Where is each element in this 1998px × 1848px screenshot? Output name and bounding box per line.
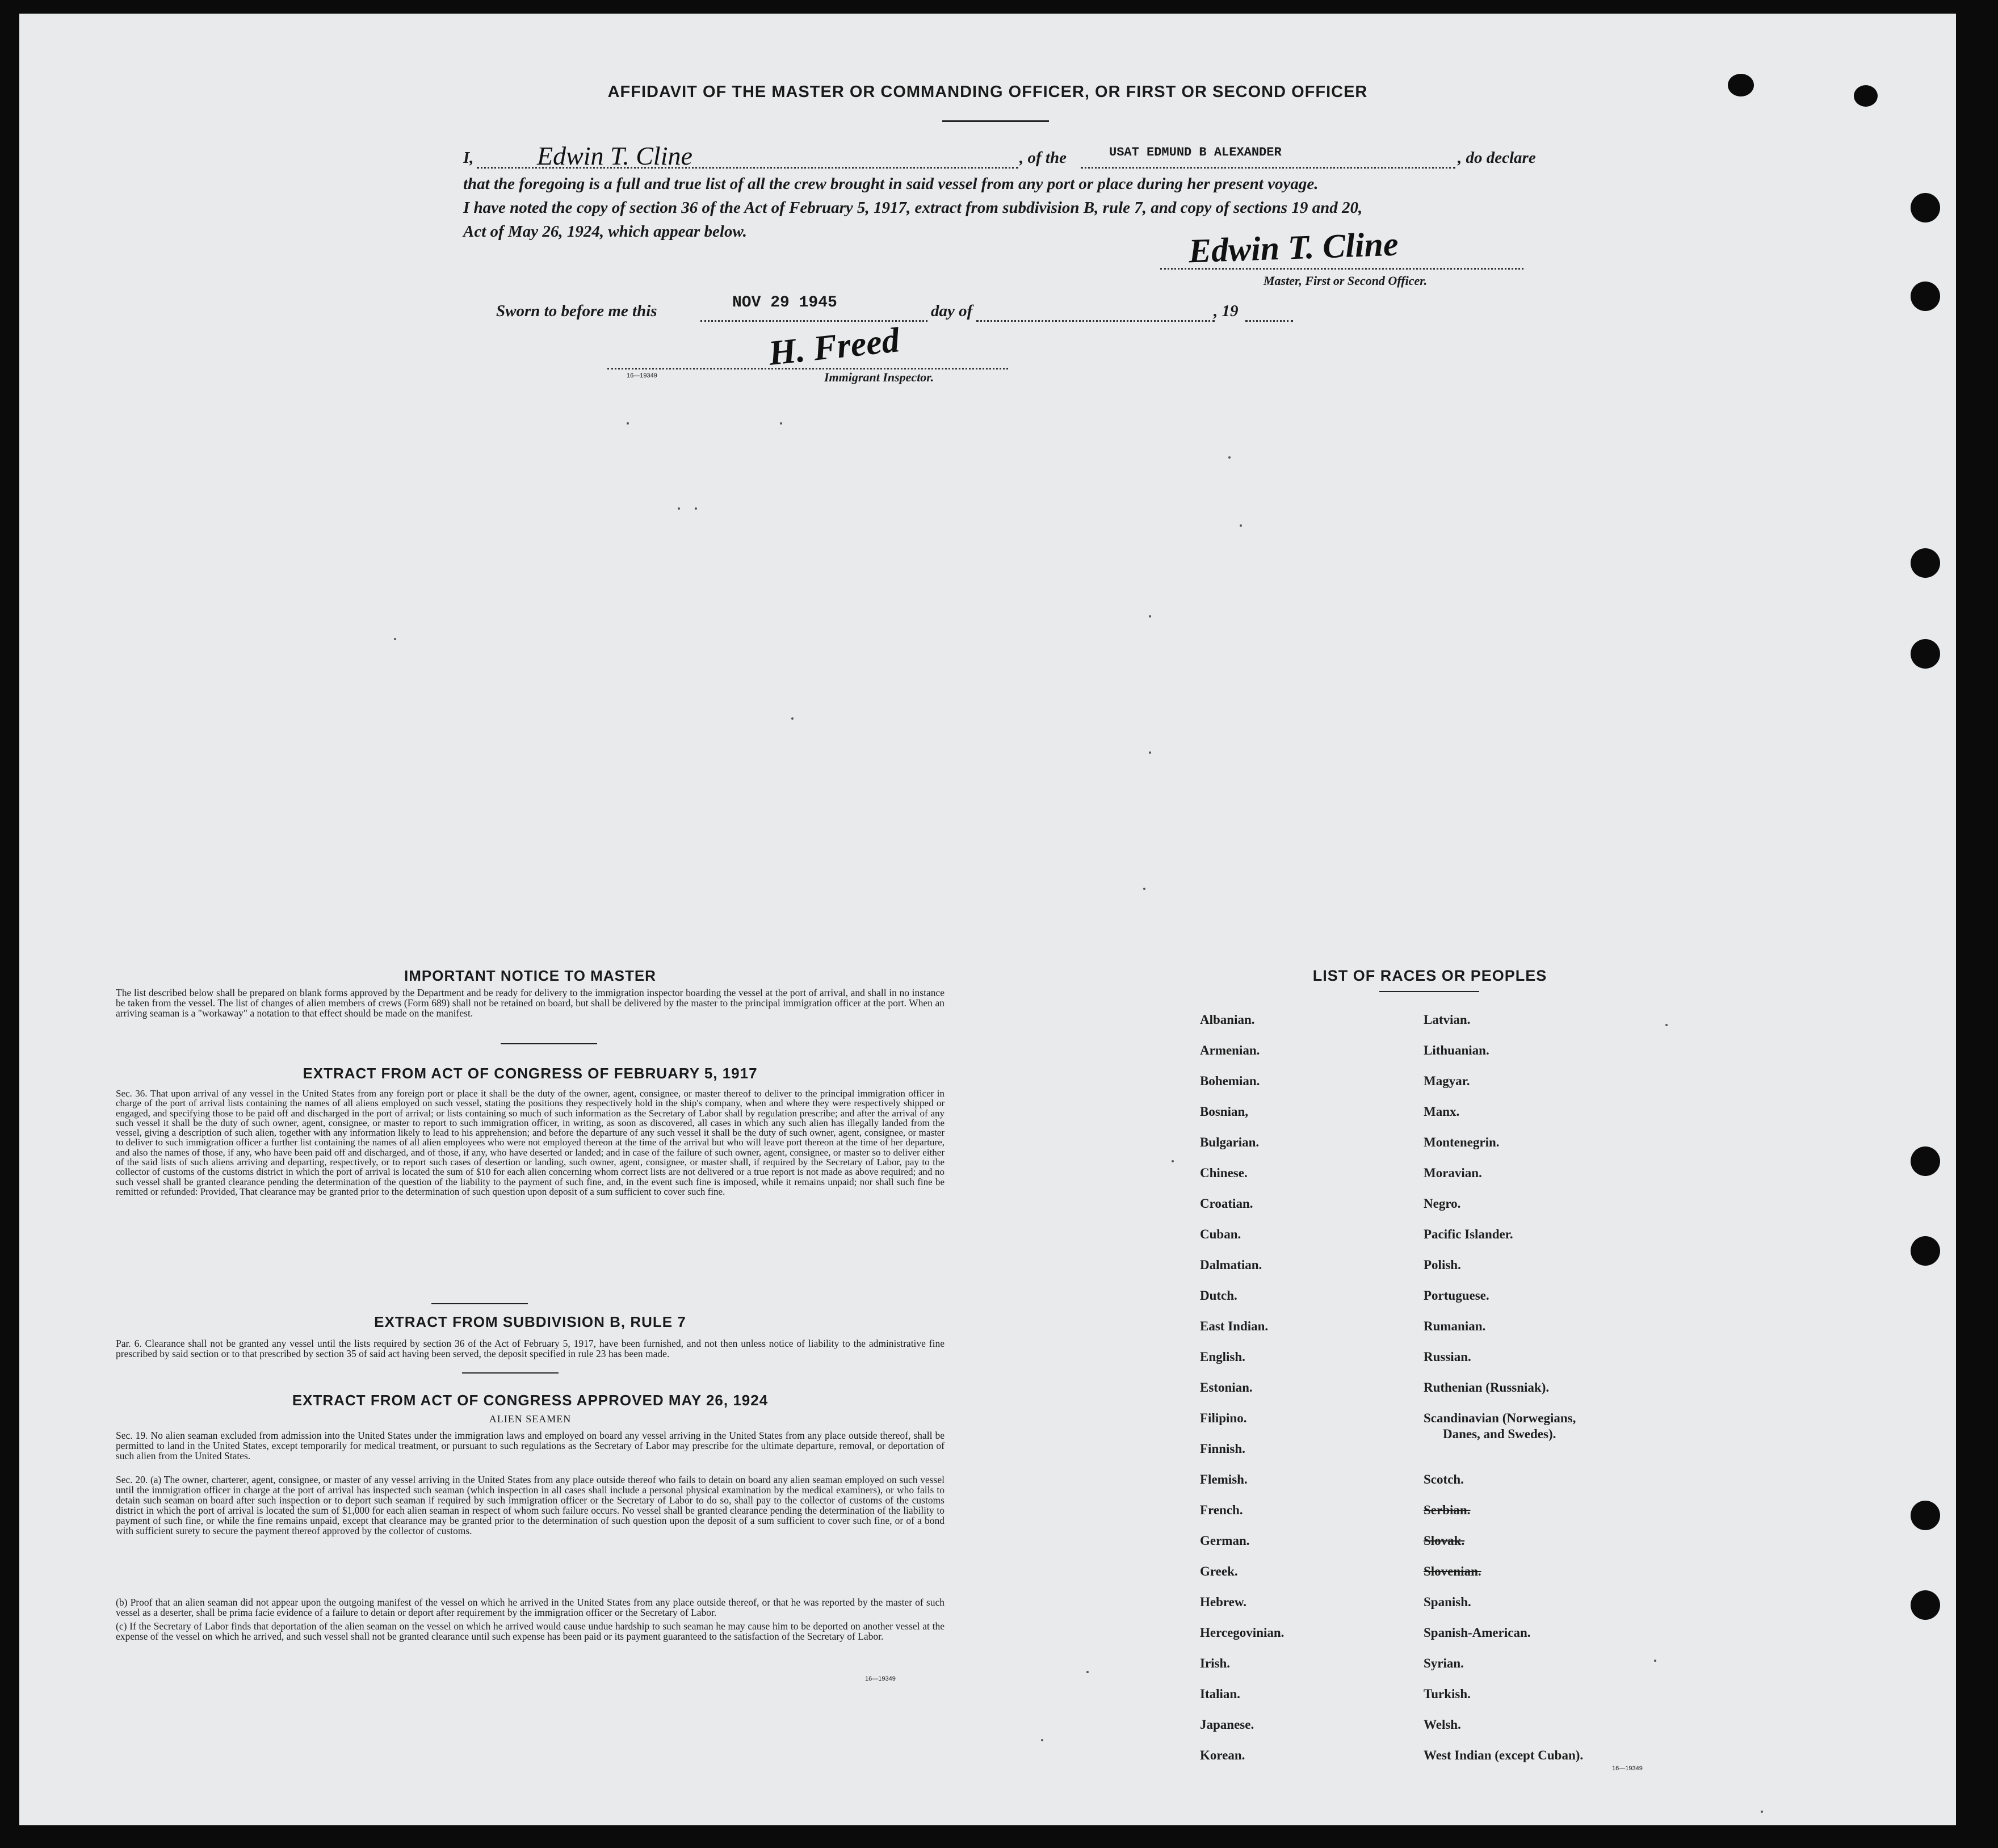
race-item: Greek. xyxy=(1200,1564,1238,1578)
scan-speck xyxy=(678,507,680,510)
race-item: Negro. xyxy=(1424,1196,1461,1211)
race-item: Danes, and Swedes). xyxy=(1443,1427,1556,1441)
extract-1924-sec20c: (c) If the Secretary of Labor finds that deportation of the alien seaman on the vessel on which he arrived would cause undue hardship to such seaman he may cause him to be deported on another vessel at the expense of the vessel on which he arrived, and such vessel shall not be granted clearance until such expense has been paid or its payment guaranteed to the satisfaction of the Secretary of Labor. xyxy=(116,1620,945,1642)
scan-speck xyxy=(1654,1660,1656,1662)
race-item: Bohemian. xyxy=(1200,1074,1260,1088)
race-item: Finnish. xyxy=(1200,1442,1245,1456)
scan-speck xyxy=(780,422,782,425)
vessel-name-field[interactable]: USAT EDMUND B ALEXANDER xyxy=(1109,145,1282,159)
race-item: Hercegovinian. xyxy=(1200,1626,1285,1640)
extract-1924-sec19: Sec. 19. No alien seaman excluded from admission into the United States under the immigration laws and employed on board any vessel arriving in the United States from any place outside thereof, shall be permitted to land in the United States, except temporarily for medical treatment, or pursuant to such regulations as the Secretary of Labor may prescribe for the ultimate departure, removal, or deportation of such alien from the United States. xyxy=(116,1430,945,1461)
race-item: Magyar. xyxy=(1424,1074,1470,1088)
race-item: Latvian. xyxy=(1424,1013,1471,1027)
scan-speck xyxy=(1761,1811,1763,1813)
race-item: Chinese. xyxy=(1200,1166,1248,1180)
punch-hole xyxy=(1911,282,1940,311)
form-number: 16—19349 xyxy=(627,372,657,379)
scan-speck xyxy=(394,638,396,640)
race-item: Spanish. xyxy=(1424,1595,1471,1609)
document-page xyxy=(19,14,1956,1825)
extract-rule7-heading: EXTRACT FROM SUBDIVISION B, RULE 7 xyxy=(374,1313,686,1330)
inspector-signature-line xyxy=(607,368,1008,369)
race-item: Dalmatian. xyxy=(1200,1258,1262,1272)
race-item: German. xyxy=(1200,1534,1250,1548)
vessel-name-line xyxy=(1081,167,1455,169)
day-of-label: day of xyxy=(931,302,973,320)
section-divider xyxy=(501,1043,597,1044)
race-item: Albanian. xyxy=(1200,1013,1255,1027)
scan-speck xyxy=(695,507,697,510)
punch-hole xyxy=(1911,1501,1940,1530)
affidavit-line-4: Act of May 26, 1924, which appear below. xyxy=(463,222,747,241)
race-item: Scandinavian (Norwegians, xyxy=(1424,1411,1576,1425)
form-number: 16—19349 xyxy=(1612,1765,1643,1772)
year-label: , 19 xyxy=(1214,302,1239,320)
race-item: Croatian. xyxy=(1200,1196,1253,1211)
race-item: Syrian. xyxy=(1424,1656,1464,1670)
scan-speck xyxy=(1228,456,1231,459)
race-item: Flemish. xyxy=(1200,1472,1248,1486)
race-item: Korean. xyxy=(1200,1748,1245,1762)
punch-hole xyxy=(1911,1590,1940,1620)
race-item: Bosnian, xyxy=(1200,1104,1249,1119)
punch-hole xyxy=(1911,193,1940,222)
extract-1924-sec20b: (b) Proof that an alien seaman did not appear upon the outgoing manifest of the vessel on which he arrived in the United States from any place outside thereof, or that he was reported by the master of such vessel as a deserter, shall be prima facie evidence of a failure to detain or deport after requirement by the immigration officer or the Secretary of Labor. xyxy=(116,1597,945,1618)
of-the-label: , of the xyxy=(1019,149,1067,167)
affidavit-line-2: that the foregoing is a full and true list of all the crew brought in said vessel from any port or place during her present voyage. xyxy=(463,175,1319,193)
notice-text: The list described below shall be prepared on blank forms approved by the Department and be ready for delivery to the immigration inspector boarding the vessel at the port of arrival, and shall in no instance be taken from the vessel. The list of changes of alien members of crews (Form 689) shall not be retained on board, but shall be delivered by the master to the principal immigration officer at the port. When an arriving seaman is a "workaway" a notation to that effect should be made on the manifest. xyxy=(116,987,945,1019)
race-item: Cuban. xyxy=(1200,1227,1241,1241)
extract-1924-heading: EXTRACT FROM ACT OF CONGRESS APPROVED MAY 26, 1924 xyxy=(292,1392,769,1409)
affidavit-title: AFFIDAVIT OF THE MASTER OR COMMANDING OFFICER, OR FIRST OR SECOND OFFICER xyxy=(607,83,1368,101)
scan-speck xyxy=(1143,888,1145,890)
master-signature-line xyxy=(1160,268,1523,270)
extract-1924-sec20a: Sec. 20. (a) The owner, charterer, agent, consignee, or master of any vessel arriving in the United States from any place outside thereof who fails to detain on board any alien seaman employed on such vessel until the immigration officer in charge at the port of arrival has inspected such seaman (which inspection in all cases shall include a personal physical examination by the medical examiners), or who fails to detain such seaman on board after such inspection or to deport such seaman if required by such immigration officer or the Secretary of Labor to do so, shall pay to the collector of customs of the customs district in which the port of arrival is located the sum of $1,000 for each alien seaman in respect of whom such failure occurs. No vessel shall be granted clearance pending the determination of the liability to payment of such fine, or while the fine remains unpaid, except that clearance may be granted prior to the determination of such question upon the deposit of a sum sufficient to cover such fine, or of a bond with sufficient surety to secure the payment thereof approved by the collector of customs. xyxy=(116,1474,945,1536)
race-item: Manx. xyxy=(1424,1104,1460,1119)
race-item: Armenian. xyxy=(1200,1043,1260,1057)
race-item: Welsh. xyxy=(1424,1717,1461,1732)
scan-speck xyxy=(1041,1739,1043,1741)
scan-speck xyxy=(791,717,794,720)
race-item: Irish. xyxy=(1200,1656,1231,1670)
race-item: Hebrew. xyxy=(1200,1595,1246,1609)
race-item: Bulgarian. xyxy=(1200,1135,1260,1149)
section-divider xyxy=(431,1303,528,1304)
section-divider xyxy=(462,1372,559,1374)
do-declare-label: , do declare xyxy=(1458,149,1536,167)
scan-speck xyxy=(1172,1160,1174,1162)
race-item: Pacific Islander. xyxy=(1424,1227,1513,1241)
punch-hole xyxy=(1911,1146,1940,1176)
race-item: Dutch. xyxy=(1200,1288,1237,1303)
race-item: Slovak. xyxy=(1424,1534,1465,1548)
master-signature: Edwin T. Cline xyxy=(1187,225,1399,270)
race-item: Lithuanian. xyxy=(1424,1043,1489,1057)
race-item: Turkish. xyxy=(1424,1687,1471,1701)
punch-hole xyxy=(1911,1236,1940,1266)
notice-heading: IMPORTANT NOTICE TO MASTER xyxy=(404,967,656,984)
race-item: Moravian. xyxy=(1424,1166,1482,1180)
race-item: French. xyxy=(1200,1503,1243,1517)
inspector-signature: H. Freed xyxy=(767,321,901,373)
extract-1917-text: Sec. 36. That upon arrival of any vessel in the United States from any foreign port or place it shall be the duty of the owner, agent, consignee, or master thereof to deliver to the principal immigration officer in charge of the port of arrival lists containing the names of all aliens employed on such vessel, stating the positions they respectively hold in the ship's company, when and where they were respectively shipped or engaged, and specifying those to be paid off and discharged in the port of arrival; or lists containing so much of such information as the Secretary of Labor shall by regulation prescribe; and after the arrival of any such vessel it shall be the duty of such owner, agent, consignee, or master to report to such immigration officer, in writing, as soon as discovered, all cases in which any such alien has illegally landed from the vessel, giving a description of such alien, together with any information likely to lead to his apprehension; and before the departure of any such vessel it shall be the duty of such owner, agent, consignee, or master to deliver to such immigration officer a further list containing the names of all alien employees who were not employed thereon at the time of the arrival but who will leave port thereon at the time of her departure, and also the names of those, if any, who have been paid off and discharged, and of those, if any, who have deserted or landed; and in case of the failure of such owner, agent, consignee, or master so to deliver either of the said lists of such aliens arriving and departing, respectively, or to report such cases of desertion or landing, such owner, agent, consignee, or master shall, if required by the Secretary of Labor, pay to the collector of customs of the customs district in which the port of arrival is located the sum of $10 for each alien concerning whom correct lists are not delivered or a true report is not made as above required; and no such vessel shall be granted clearance pending the determination of the question of the liability to the payment of such fine, and, in the event such fine is imposed, while it remains unpaid; nor shall such fine be remitted or refunded: Provided, That clearance may be granted prior to the determination of such question upon deposit of a sum sufficient to cover such fine. xyxy=(116,1088,945,1197)
race-item: Filipino. xyxy=(1200,1411,1247,1425)
race-item: Polish. xyxy=(1424,1258,1461,1272)
race-item: Scotch. xyxy=(1424,1472,1464,1486)
extract-1917-heading: EXTRACT FROM ACT OF CONGRESS OF FEBRUARY 5, 1917 xyxy=(303,1065,758,1082)
scan-speck xyxy=(1086,1671,1089,1673)
extract-rule7-text: Par. 6. Clearance shall not be granted any vessel until the lists required by section 36 of the Act of February 5, 1917, have been furnished, and not then unless notice of liability to the administrative fine prescribed by said section or to that prescribed by section 35 of said act having been served, the deposit specified in rule 23 has been made. xyxy=(116,1338,945,1359)
race-item: Slovenian. xyxy=(1424,1564,1481,1578)
inspector-caption: Immigrant Inspector. xyxy=(824,370,934,384)
race-item: English. xyxy=(1200,1350,1245,1364)
scan-speck xyxy=(1665,1024,1668,1026)
i-label: I, xyxy=(463,149,474,167)
race-item: Portuguese. xyxy=(1424,1288,1489,1303)
master-signature-caption: Master, First or Second Officer. xyxy=(1264,274,1428,288)
affidavit-line-3: I have noted the copy of section 36 of the Act of February 5, 1917, extract from subdivision B, rule 7, and copy of sections 19 and 20, xyxy=(463,199,1363,217)
scan-speck xyxy=(1149,751,1151,754)
race-item: Ruthenian (Russniak). xyxy=(1424,1380,1550,1395)
scan-speck xyxy=(1240,524,1242,527)
sworn-year-line xyxy=(1245,320,1293,322)
punch-hole xyxy=(1911,639,1940,669)
race-item: Rumanian. xyxy=(1424,1319,1486,1333)
sworn-label: Sworn to before me this xyxy=(496,302,657,320)
sworn-month-line xyxy=(976,320,1215,322)
race-item: Japanese. xyxy=(1200,1717,1254,1732)
race-item: Montenegrin. xyxy=(1424,1135,1500,1149)
races-divider xyxy=(1379,991,1479,992)
punch-hole xyxy=(1911,548,1940,578)
form-number: 16—19349 xyxy=(865,1675,896,1682)
race-item: Estonian. xyxy=(1200,1380,1253,1395)
races-heading: LIST OF RACES OR PEOPLES xyxy=(1312,967,1547,984)
race-item: West Indian (except Cuban). xyxy=(1424,1748,1584,1762)
extract-1924-subheading: ALIEN SEAMEN xyxy=(489,1413,572,1425)
scan-speck xyxy=(1149,615,1151,618)
scan-speck xyxy=(627,422,629,425)
title-divider xyxy=(942,120,1049,122)
race-item: Italian. xyxy=(1200,1687,1240,1701)
race-item: Spanish-American. xyxy=(1424,1626,1531,1640)
race-item: Serbian. xyxy=(1424,1503,1471,1517)
race-item: Russian. xyxy=(1424,1350,1471,1364)
sworn-date-stamp: NOV 29 1945 xyxy=(732,294,837,312)
master-name-field[interactable]: Edwin T. Cline xyxy=(537,141,692,170)
race-item: East Indian. xyxy=(1200,1319,1269,1333)
